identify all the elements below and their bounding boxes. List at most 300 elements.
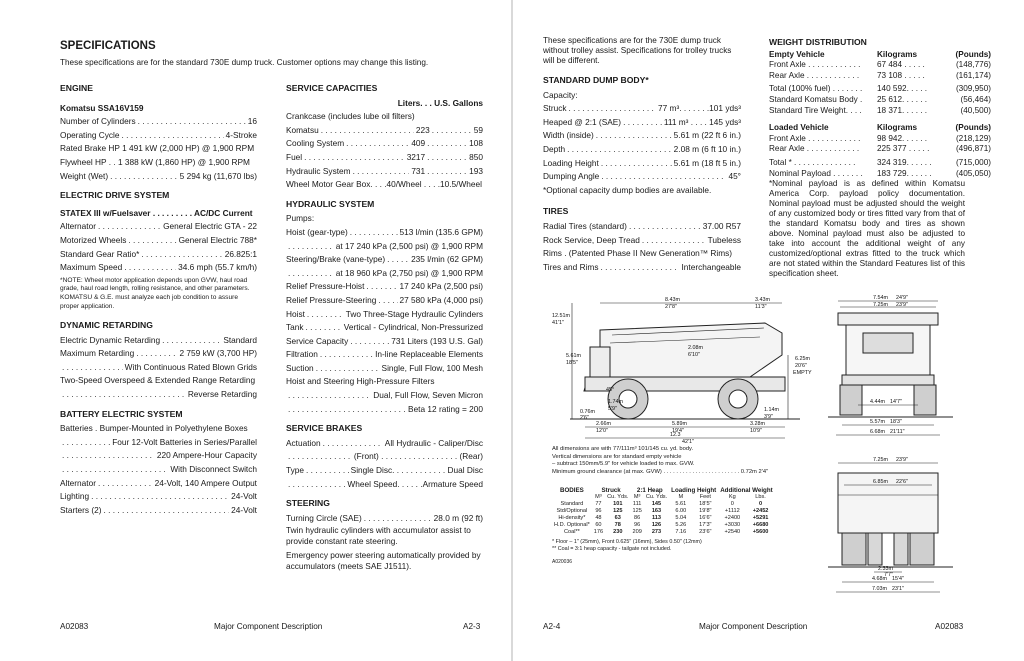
figure-code: A020036 bbox=[552, 559, 573, 565]
bodies-cell: 125 bbox=[613, 508, 623, 514]
side-dimension-label: 2'6" bbox=[580, 415, 589, 421]
capacity-gallons: 850 bbox=[469, 151, 483, 162]
retarding-spec-row bbox=[60, 347, 257, 361]
hydraulic-spec-row bbox=[286, 280, 483, 294]
left-footer-title: Major Component Description bbox=[214, 622, 323, 631]
engine-spec-label: Weight (Wet) bbox=[60, 170, 109, 181]
battery-spec-row bbox=[60, 504, 257, 518]
battery-spec-row bbox=[60, 463, 257, 477]
bodies-cell: 5.26 bbox=[675, 522, 687, 528]
hydraulic-spec-row bbox=[286, 240, 483, 254]
bodies-cell: +2452 bbox=[752, 508, 769, 514]
brake-spec-label: Actuation bbox=[286, 437, 321, 448]
battery-spec-label: Starters (2) bbox=[60, 504, 102, 515]
engine-spec-row bbox=[60, 156, 257, 170]
drive-spec-row bbox=[60, 248, 257, 262]
bodies-cell: 6.00 bbox=[675, 508, 687, 514]
bodies-unit-cell: Cu. Yds. bbox=[607, 494, 629, 500]
bodies-cell: 86 bbox=[634, 515, 641, 521]
bodies-cell: +1112 bbox=[724, 508, 740, 514]
brake-spec-row bbox=[286, 437, 483, 451]
tire-spec-label: Rims . (Patented Phase II New Generation™ Rims) bbox=[543, 248, 733, 259]
bodies-cell: 18'5" bbox=[699, 501, 712, 507]
tire-spec-value: Interchangeable bbox=[681, 261, 741, 272]
hydraulic-spec-row bbox=[286, 253, 483, 267]
page-title: SPECIFICATIONS bbox=[60, 40, 156, 52]
left-footer-page: A2-3 bbox=[463, 622, 481, 631]
capacity-label: Wheel Motor Gear Box. . . .40/Wheel . . . .10.5/Wheel bbox=[286, 179, 482, 190]
capacity-gallons: 193 bbox=[469, 165, 483, 176]
electric-drive-heading: ELECTRIC DRIVE SYSTEM bbox=[60, 190, 170, 201]
hydraulic-spec-row bbox=[286, 375, 483, 389]
side-dimension-label: EMPTY bbox=[793, 370, 812, 376]
hydraulic-spec-row bbox=[286, 212, 483, 226]
loaded-total-label: Nominal Payload . . . . . . . bbox=[769, 168, 863, 178]
loaded-axle-kg: 98 942. . . . . . bbox=[877, 133, 928, 143]
dump-body-spec-row bbox=[543, 116, 741, 130]
tire-spec-row bbox=[543, 247, 741, 261]
brake-spec-label: Type bbox=[286, 465, 304, 476]
retarding-spec-row bbox=[60, 334, 257, 348]
drive-spec-label: Motorized Wheels bbox=[60, 234, 127, 245]
bodies-table-wrap bbox=[552, 487, 812, 565]
dimension-note: All dimensions are with 77/111m³ 101/145 cu. yd. body. bbox=[552, 446, 694, 452]
capacity-label: Crankcase (includes lube oil filters) bbox=[286, 111, 415, 122]
brakes-specs bbox=[286, 437, 483, 491]
bodies-cell: 5.61 bbox=[675, 501, 687, 507]
side-dimension-label: 18'5" bbox=[566, 360, 578, 366]
bodies-unit-cell bbox=[552, 494, 592, 501]
hydraulic-spec-label: Hoist bbox=[286, 308, 305, 319]
hydraulic-spec-value: 731 Liters (193 U.S. Gal) bbox=[391, 335, 483, 346]
side-dimension-label: 5.89m bbox=[672, 421, 687, 427]
bodies-cell: 60 bbox=[595, 522, 602, 528]
brake-spec-value: All Hydraulic - Caliper/Disc bbox=[384, 437, 483, 448]
empty-axle bbox=[769, 60, 991, 71]
front-dimension-label: 21'11" bbox=[890, 429, 905, 435]
page-gutter bbox=[511, 0, 513, 661]
empty-total-rows bbox=[769, 84, 991, 116]
bodies-unit-cell: Lbs. bbox=[755, 494, 766, 500]
weight-distribution bbox=[769, 37, 991, 279]
side-dimension-label: 3.28m bbox=[750, 421, 765, 427]
intro-text: These specifications are for the standard 730E dump truck. Customer options may change this listing. bbox=[60, 57, 429, 67]
capacity-label: Fuel bbox=[286, 151, 303, 162]
steering-text-1: Twin hydraulic cylinders with accumulator assist to provide constant rate steering. bbox=[286, 525, 471, 547]
hydraulic-spec-row bbox=[286, 321, 483, 335]
capacity-row bbox=[286, 110, 483, 124]
side-dimension-label: 45° bbox=[606, 387, 615, 393]
dump-body-spec-value: 2.08 m (6 ft 10 in.) bbox=[673, 143, 741, 154]
front-dimension-label: 23'9" bbox=[896, 302, 908, 308]
dump-body-spec-label: Heaped @ 2:1 (SAE) bbox=[543, 116, 622, 127]
retarding-spec-value: 2 759 kW (3,700 HP) bbox=[179, 348, 257, 359]
rear-dimension-label: 23'9" bbox=[896, 457, 908, 463]
bodies-cell: +6680 bbox=[752, 522, 769, 528]
drive-spec-label: Alternator bbox=[60, 221, 96, 232]
capacity-liters: 223 bbox=[415, 124, 430, 135]
side-dimension-label: 42'1" bbox=[682, 439, 694, 445]
side-dimension-label: 3.43m bbox=[755, 297, 770, 303]
dump-body-spec-value: 77 m³. . . . . . .101 yds³ bbox=[658, 103, 741, 114]
loaded-axle-kg: 225 377 . . . . . bbox=[877, 144, 930, 154]
bodies-note: ** Coal = 3:1 heap capacity - tailgate not included. bbox=[552, 546, 672, 552]
bodies-unit-cell: M³ bbox=[633, 494, 641, 500]
dump-body-spec-row bbox=[543, 157, 741, 171]
hydraulic-spec-label: Suction bbox=[286, 362, 314, 373]
loaded-axle-label: Rear Axle . . . . . . . . . . . . bbox=[769, 144, 860, 154]
hydraulic-spec-value: 27 580 kPa (4,000 psi) bbox=[399, 294, 483, 305]
loaded-axle-lb: (218,129) bbox=[955, 133, 991, 143]
bodies-unit-cell: Feet bbox=[699, 494, 711, 500]
loaded-total-lb: (715,000) bbox=[955, 157, 991, 167]
front-dimension-label: 7.54m bbox=[873, 295, 888, 301]
bodies-cell: 176 bbox=[593, 529, 604, 535]
side-dimension-label: 12'0" bbox=[596, 428, 608, 434]
brake-spec-row bbox=[286, 464, 483, 478]
battery-spec-label: Alternator bbox=[60, 477, 96, 488]
engine-spec-value: 16 bbox=[247, 116, 257, 127]
brake-spec-value: (Front) . . . . . . . . . . . . . . . . . (Rear) bbox=[353, 451, 483, 462]
battery-spec-value: 24-Volt, 140 Ampere Output bbox=[154, 477, 257, 488]
nominal-payload-note: *Nominal payload is as defined within Komatsu America Corp. payload policy documentation. Nominal payload must be adjusted should the weight of any customized body or tires fitted vary from that of the standard Komatsu body and tires as shown above. Nominal payload must also be adjusted to take into account the additional weight of any customized/optional extras fitted to the truck which are not stated within the Standard Features list of this specification sheet. bbox=[769, 179, 965, 279]
bodies-cell: 77 bbox=[595, 501, 602, 507]
drive-spec-label: Standard Gear Ratio* bbox=[60, 248, 140, 259]
engine-specs bbox=[60, 115, 257, 183]
bodies-cell: Hi-density* bbox=[558, 515, 586, 521]
bodies-units-row bbox=[552, 494, 775, 501]
side-dimension-label: 41'1" bbox=[552, 320, 564, 326]
bodies-row bbox=[552, 522, 775, 529]
hydraulic-spec-label: Tank bbox=[286, 322, 304, 333]
dump-body-spec-value: 45° bbox=[728, 171, 741, 182]
engine-spec-label: Flywheel HP . . 1 388 kW (1,860 HP) @ 1,900 RPM bbox=[60, 156, 250, 167]
steering-heading: STEERING bbox=[286, 498, 330, 509]
capacity-label: Cooling System bbox=[286, 138, 345, 149]
bodies-cell: Std/Optional bbox=[556, 508, 588, 514]
capacity-row bbox=[286, 124, 483, 138]
brake-spec-value: Single Disc. . . . . . . . . . . . Dual Disc bbox=[350, 465, 483, 476]
retarding-spec-row bbox=[60, 374, 257, 388]
empty-total-lb: (309,950) bbox=[955, 84, 991, 94]
capacity-liters: 409 bbox=[411, 138, 426, 149]
hydraulic-spec-row bbox=[286, 389, 483, 403]
bodies-cell: 163 bbox=[651, 508, 662, 514]
hydraulic-spec-row bbox=[286, 362, 483, 376]
weight-heading: WEIGHT DISTRIBUTION bbox=[769, 37, 867, 47]
retarding-spec-value: Standard bbox=[223, 334, 257, 345]
empty-axle-kg: 73 108 . . . . . bbox=[877, 70, 925, 80]
rear-dimension-label: 2.33m bbox=[878, 566, 893, 572]
bodies-header-cell: BODIES bbox=[560, 487, 584, 494]
truck-front-view-diagram bbox=[828, 295, 958, 445]
dump-body-spec-row bbox=[543, 102, 741, 116]
hydraulic-spec-value: Beta 12 rating = 200 bbox=[408, 403, 483, 414]
bodies-cell: 17'3" bbox=[699, 522, 712, 528]
empty-total bbox=[769, 94, 991, 106]
bodies-cell: Coal** bbox=[563, 529, 580, 535]
steering-text-2: Emergency power steering automatically provided by accumulators (meets SAE J1511). bbox=[286, 550, 481, 571]
retarding-spec-label: Electric Dynamic Retarding bbox=[60, 334, 161, 345]
side-dimension-label: 19'4" bbox=[672, 428, 684, 434]
hydraulic-spec-row bbox=[286, 335, 483, 349]
battery-spec-value: 220 Ampere-Hour Capacity bbox=[156, 450, 257, 461]
empty-total-kg: 18 371. . . . . . bbox=[877, 105, 928, 115]
empty-axle-lb: (161,174) bbox=[955, 70, 991, 80]
rear-dimension-label: 22'6" bbox=[896, 479, 908, 485]
capacity-row bbox=[286, 178, 483, 192]
engine-spec-row bbox=[60, 115, 257, 129]
engine-spec-label: Rated Brake HP 1 491 kW (2,000 HP) @ 1,900 RPM bbox=[60, 143, 255, 154]
bodies-unit-cell: M³ bbox=[595, 494, 602, 500]
truck-rear-view-diagram bbox=[828, 455, 958, 600]
empty-total-kg: 25 612. . . . . . bbox=[877, 94, 928, 104]
hydraulic-spec-label: Hoist (gear-type) bbox=[286, 226, 348, 237]
front-dimension-label: 6.68m bbox=[870, 429, 885, 435]
bodies-cell: +3030 bbox=[724, 522, 741, 528]
dump-body-spec-label: Struck bbox=[543, 103, 567, 114]
hydraulic-spec-value: 235 l/min (62 GPM) bbox=[411, 254, 483, 265]
side-dimension-label: 12.51m bbox=[552, 313, 570, 319]
bodies-header-cell: Additional Weight bbox=[720, 487, 773, 494]
empty-total-label: Total (100% fuel) . . . . . . . bbox=[769, 84, 863, 94]
bodies-row bbox=[552, 515, 775, 522]
hydraulic-spec-row bbox=[286, 294, 483, 308]
bodies-cell: H.D. Optional* bbox=[554, 522, 590, 528]
turning-circle-row: Turning Circle (SAE) . . . 28.0 m (92 ft) bbox=[286, 512, 483, 526]
empty-total-kg: 140 592. . . . . bbox=[877, 84, 928, 94]
hydraulic-spec-row bbox=[286, 267, 483, 281]
hydraulic-spec-row bbox=[286, 308, 483, 322]
bodies-cell: +5600 bbox=[752, 529, 769, 535]
rear-dimension-label: 6.85m bbox=[873, 479, 888, 485]
capacity-row bbox=[286, 137, 483, 151]
capacity-liters: 3217 bbox=[406, 151, 426, 162]
right-footer-title: Major Component Description bbox=[699, 622, 808, 631]
hydraulic-spec-row bbox=[286, 226, 483, 240]
battery-specs bbox=[60, 422, 257, 517]
front-dimension-label: 14'7" bbox=[890, 399, 902, 405]
bodies-header-cell: 2:1 Heap bbox=[636, 487, 663, 494]
empty-total-label: Standard Tire Weight. . . . bbox=[769, 105, 862, 115]
drive-spec-value: 26.825:1 bbox=[224, 248, 257, 259]
dump-body-heading: STANDARD DUMP BODY* bbox=[543, 75, 649, 85]
bodies-cell: 48 bbox=[595, 515, 602, 521]
right-footer-code: A02083 bbox=[935, 622, 964, 631]
side-dimension-label: 2.08m bbox=[688, 345, 703, 351]
capacity-label: Capacity: bbox=[543, 89, 578, 100]
bodies-cell: 96 bbox=[595, 508, 602, 514]
capacity-liters: 731 bbox=[411, 165, 426, 176]
rear-dimension-label: 7'7" bbox=[884, 572, 893, 578]
dump-body-specs bbox=[543, 102, 741, 184]
empty-axle-lb: (148,776) bbox=[955, 60, 991, 70]
empty-axle-rows bbox=[769, 60, 991, 81]
loaded-total-kg: 324 319. . . . . . bbox=[877, 157, 932, 167]
left-column-1 bbox=[60, 76, 257, 517]
tire-spec-row bbox=[543, 261, 741, 275]
battery-spec-row bbox=[60, 449, 257, 463]
brake-spec-value: Wheel Speed. . . . . .Armature Speed bbox=[347, 478, 483, 489]
hydraulic-spec-label: Steering/Brake (vane-type) bbox=[286, 254, 386, 265]
trolley-intro: These specifications are for the 730E dump truck without trolley assist. Specifications for trolley trucks will be different. bbox=[543, 36, 732, 65]
bodies-unit-cell: Cu. Yds. bbox=[645, 494, 668, 500]
battery-spec-row bbox=[60, 490, 257, 504]
bodies-header-row bbox=[552, 487, 775, 494]
bodies-cell: 78 bbox=[614, 522, 621, 528]
side-dimension-label: 10'9" bbox=[750, 428, 762, 434]
engine-spec-label: Operating Cycle bbox=[60, 129, 120, 140]
loaded-total-lb: (405,050) bbox=[955, 168, 991, 178]
empty-total bbox=[769, 84, 991, 95]
side-dimension-label: 1.74m bbox=[608, 399, 623, 405]
battery-spec-row bbox=[60, 436, 257, 450]
bodies-cell: 273 bbox=[651, 529, 662, 535]
hydraulic-spec-label: Service Capacity bbox=[286, 335, 349, 346]
wheel-motor-note: *NOTE: Wheel motor application depends upon GVW, haul road grade, haul road length, rolling resistance, and other parameters. KOMATSU & G.E. must analyze each job condition to assure proper application. bbox=[60, 276, 250, 310]
empty-total bbox=[769, 105, 991, 117]
side-dimension-label: 12.3 bbox=[670, 432, 681, 438]
tire-specs bbox=[543, 220, 741, 274]
loaded-total bbox=[769, 157, 991, 169]
retarding-spec-row bbox=[60, 361, 257, 375]
bodies-cell: Standard bbox=[560, 501, 584, 507]
bodies-unit-cell: M bbox=[678, 494, 684, 500]
side-dimension-label: 8.43m bbox=[665, 297, 680, 303]
left-column-2 bbox=[286, 76, 483, 572]
empty-axle-label: Rear Axle . . . . . . . . . . . . bbox=[769, 70, 860, 80]
statex-line: STATEX III w/Fuelsaver . . . . . . . . . AC/DC Current bbox=[60, 207, 253, 218]
front-dimension-label: 18'3" bbox=[890, 419, 902, 425]
battery-spec-value: 24-Volt bbox=[231, 504, 257, 515]
empty-total-lb: (40,500) bbox=[960, 105, 991, 115]
hydraulic-spec-label: Hoist and Steering High-Pressure Filters bbox=[286, 376, 435, 387]
battery-spec-value: With Disconnect Switch bbox=[170, 464, 257, 475]
engine-heading: ENGINE bbox=[60, 83, 93, 93]
tires-heading: TIRES bbox=[543, 206, 569, 217]
bodies-cell: 63 bbox=[614, 515, 621, 521]
hydraulic-spec-label: Relief Pressure-Steering bbox=[286, 294, 377, 305]
hydraulic-spec-value: Dual, Full Flow, Seven Micron bbox=[373, 390, 483, 401]
dump-body-spec-row bbox=[543, 129, 741, 143]
side-dimension-label: 20'6" bbox=[795, 363, 807, 369]
bodies-table bbox=[552, 487, 775, 536]
side-dimension-label: 0.76m bbox=[580, 409, 595, 415]
hydraulic-spec-row bbox=[286, 403, 483, 417]
loaded-total bbox=[769, 168, 991, 180]
side-dimension-label: 11'3" bbox=[755, 304, 767, 310]
capacity-gallons: 59 bbox=[473, 124, 483, 135]
hydraulic-spec-label: Relief Pressure-Hoist bbox=[286, 281, 365, 292]
side-dimension-label: 3'9" bbox=[764, 414, 773, 420]
engine-spec-label: Number of Cylinders bbox=[60, 116, 136, 127]
retarding-spec-label: Two-Speed Overspeed & Extended Range Retarding bbox=[60, 375, 256, 386]
dynamic-retarding-heading: DYNAMIC RETARDING bbox=[60, 320, 153, 331]
left-page-header bbox=[60, 40, 500, 68]
retarding-spec-value: Reverse Retarding bbox=[187, 389, 257, 400]
left-footer-code: A02083 bbox=[60, 622, 89, 631]
engine-spec-row bbox=[60, 170, 257, 184]
loaded-total-label: Total * . . . . . . . . . . . . . . bbox=[769, 157, 856, 167]
bodies-header-cell: Struck bbox=[601, 487, 621, 494]
bodies-row bbox=[552, 529, 775, 536]
hydraulic-heading: HYDRAULIC SYSTEM bbox=[286, 198, 375, 209]
empty-axle-label: Front Axle . . . . . . . . . . . . bbox=[769, 60, 861, 70]
drive-spec-row bbox=[60, 234, 257, 248]
bodies-cell: 111 bbox=[632, 501, 642, 507]
battery-spec-row bbox=[60, 422, 257, 436]
retarding-spec-label: Maximum Retarding bbox=[60, 348, 135, 359]
dump-body-spec-value: 111 m³ . . . . 145 yds³ bbox=[663, 116, 741, 127]
empty-axle bbox=[769, 70, 991, 82]
hydraulic-spec-value: at 18 960 kPa (2,750 psi) @ 1,900 RPM bbox=[335, 267, 483, 278]
bodies-note: * Floor – 1" (25mm), Front 0.625" (16mm), Sides 0.50" (12mm) bbox=[552, 539, 702, 545]
front-dimension-label: 7.25m bbox=[873, 302, 888, 308]
bodies-header-cell: Loading Height bbox=[671, 487, 717, 494]
drive-spec-row bbox=[60, 220, 257, 234]
capacity-row bbox=[286, 165, 483, 179]
battery-spec-row bbox=[60, 477, 257, 491]
hydraulic-spec-value: Single, Full Flow, 100 Mesh bbox=[381, 362, 483, 373]
hydraulic-spec-value: at 17 240 kPa (2,500 psi) @ 1,900 RPM bbox=[335, 240, 483, 251]
bodies-cell: +5291 bbox=[752, 515, 769, 521]
dimension-note: Minimum ground clearance (at max. GVW) . . . . . . . . . . . . . . . . . . . . . . . . 0.72m 2'4" bbox=[552, 468, 769, 475]
retarding-spec-value: With Continuous Rated Blown Grids bbox=[124, 361, 257, 372]
hydraulic-spec-value: Vertical - Cylindrical, Non-Pressurized bbox=[343, 322, 483, 333]
side-dimension-label: 27'8" bbox=[665, 304, 677, 310]
hydraulic-spec-label: Filtration bbox=[286, 349, 318, 360]
drive-spec-value: General Electric GTA - 22 bbox=[163, 221, 257, 232]
bodies-cell: 0 bbox=[759, 501, 763, 507]
drive-spec-label: Maximum Speed bbox=[60, 262, 123, 273]
bodies-cell: 125 bbox=[632, 508, 642, 514]
tire-spec-label: Rock Service, Deep Tread bbox=[543, 234, 640, 245]
rear-dimension-label: 7.25m bbox=[873, 457, 888, 463]
dump-body-spec-label: Depth bbox=[543, 143, 566, 154]
capacity-gallons: 108 bbox=[469, 138, 483, 149]
rear-dimension-label: 15'4" bbox=[892, 576, 904, 582]
empty-header-row: Empty Vehicle Kilograms (Pounds) bbox=[769, 49, 991, 59]
engine-spec-value: 4-Stroke bbox=[225, 129, 257, 140]
hydraulic-spec-value: 513 l/min (135.6 GPM) bbox=[399, 226, 483, 237]
battery-spec-label: Lighting bbox=[60, 491, 90, 502]
dump-body-spec-value: 5.61 m (22 ft 6 in.) bbox=[673, 130, 741, 141]
dump-body-spec-label: Width (inside) bbox=[543, 130, 594, 141]
bodies-cell: 101 bbox=[613, 501, 623, 507]
brake-spec-row bbox=[286, 450, 483, 464]
tire-spec-label: Tires and Rims bbox=[543, 261, 599, 272]
bodies-unit-cell: Kg bbox=[728, 494, 736, 500]
empty-total-lb: (56,464) bbox=[960, 94, 991, 104]
rear-dimension-label: 4.68m bbox=[872, 576, 887, 582]
bodies-cell: 7.16 bbox=[675, 529, 687, 535]
hydraulic-specs bbox=[286, 212, 483, 416]
bodies-cell: +2540 bbox=[724, 529, 741, 535]
loaded-axle-lb: (496,871) bbox=[955, 144, 991, 154]
dump-body-spec-row bbox=[543, 170, 741, 184]
service-capacities-specs bbox=[286, 110, 483, 192]
side-dimension-label: 1.14m bbox=[764, 407, 779, 413]
side-dimension-label: 6.25m bbox=[795, 356, 810, 362]
service-capacities-heading: SERVICE CAPACITIES bbox=[286, 83, 378, 93]
loaded-total-rows bbox=[769, 157, 991, 179]
dump-body-spec-label: Loading Height bbox=[543, 157, 599, 168]
dump-body-spec-row bbox=[543, 143, 741, 157]
battery-spec-value: Four 12-Volt Batteries in Series/Parallel bbox=[112, 436, 257, 447]
side-dimension-label: 2.66m bbox=[596, 421, 611, 427]
bodies-row bbox=[552, 501, 775, 508]
rear-dimension-label: 7.03m bbox=[872, 586, 887, 592]
